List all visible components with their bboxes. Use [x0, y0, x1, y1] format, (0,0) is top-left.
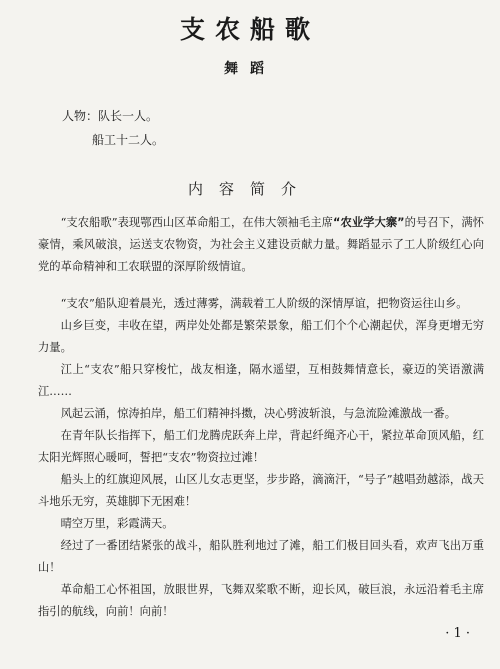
paragraph: 在青年队长指挥下，船工们龙腾虎跃奔上岸，背起纤绳齐心干，紧拉革命顶风船，红太阳光辉照心暖呵，誓把“支农”物资拉过滩！ — [38, 429, 484, 464]
intro-text-part2: 的号召下，满怀豪情，乘风破浪，运送支农物资，为社会主义建设贡献力量。舞蹈显示了工人阶级红心向党的革命精神和工农联盟的深厚阶级情谊。 — [38, 216, 484, 273]
paragraph: 风起云涌，惊涛拍岸，船工们精神抖擞，决心劈波斩浪，与急流险滩激战一番。 — [60, 407, 456, 420]
paragraph: 山乡巨变，丰收在望，两岸处处都是繁荣景象，船工们个个心潮起伏，浑身更增无穷力量。 — [38, 319, 484, 354]
paragraph: 晴空万里，彩霞满天。 — [60, 517, 174, 530]
cast-line-boatmen: 船工十二人。 — [92, 133, 165, 147]
cast-list — [62, 104, 164, 152]
page-subtitle: 舞蹈 — [224, 61, 276, 77]
paragraph: 江上“支农”船只穿梭忙，战友相逢，隔水遥望，互相鼓舞情意长，豪迈的笑语激满江…… — [38, 363, 484, 398]
cast-line-leader: 人物：队长一人。 — [62, 109, 159, 123]
section-heading: 内容简介 — [187, 180, 312, 198]
page-number: · 1 · — [445, 626, 470, 641]
synopsis-body — [38, 212, 484, 623]
paragraph: 经过了一番团结紧张的战斗，船队胜利地过了滩，船工们极目回头看，欢声飞出万重山！ — [38, 539, 484, 574]
intro-emphasis: “农业学大寨” — [333, 216, 405, 229]
intro-text-part1: “支农船歌”表现鄂西山区革命船工，在伟大领袖毛主席 — [60, 216, 334, 229]
paragraph: “支农”船队迎着晨光，透过薄雾，满载着工人阶级的深情厚谊，把物资运往山乡。 — [60, 297, 468, 310]
intro-paragraph — [38, 212, 484, 278]
paragraph: 船头上的红旗迎风展，山区儿女志更坚，步步路，滴滴汗，“号子”越唱劲越添，战天斗地乐无穷，英雄脚下无困难！ — [38, 473, 484, 508]
page-title: 支农船歌 — [179, 15, 320, 44]
paragraph: 革命船工心怀祖国，放眼世界，飞舞双桨歌不断，迎长风，破巨浪，永远沿着毛主席指引的航线，向前！向前！ — [38, 583, 484, 618]
